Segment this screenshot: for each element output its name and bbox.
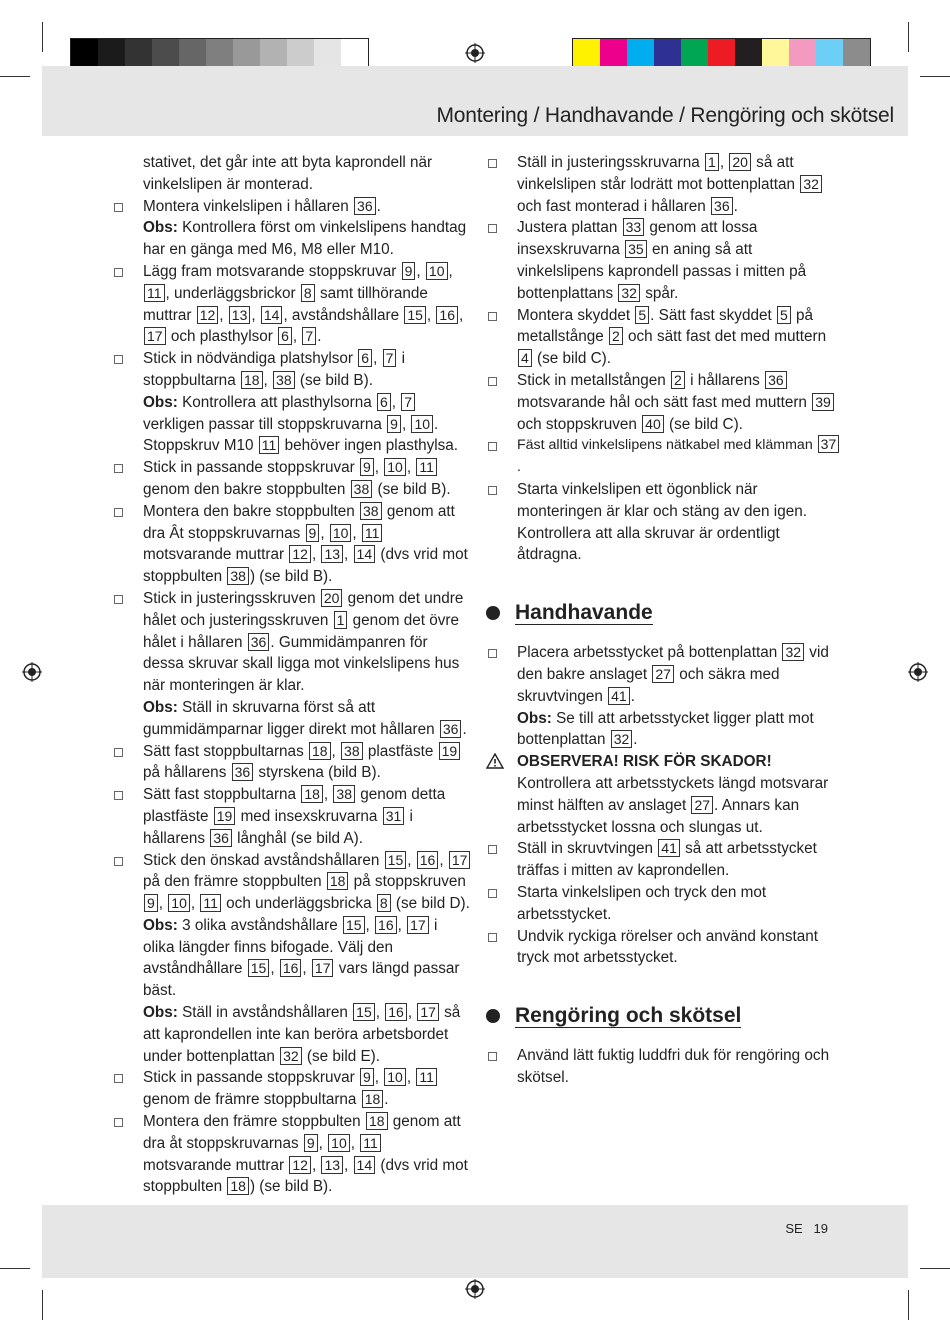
part-reference-number: 12 xyxy=(197,306,219,324)
checkbox-icon xyxy=(488,845,497,854)
calibration-swatch xyxy=(654,39,681,68)
part-reference-number: 9 xyxy=(144,894,158,912)
part-reference-number: 7 xyxy=(383,349,397,367)
part-reference-number: 5 xyxy=(777,306,791,324)
list-item: Sätt fast stoppbultarna 18 , 38 genom detta plastfäste 19 med insexskruvarna 31 i hållarens 36 långhål (se bild A). xyxy=(112,784,472,849)
page-number: SE 19 xyxy=(785,1221,828,1236)
list-item: Stick den önskad avståndshållaren 15 , 16 , 17 på den främre stoppbulten 18 på stoppskruven 9 , 10 , 11 och underläggsbricka 8 (se bild D). Obs: 3 olika avståndshållare 15 , 16 , 17 i olika längder finns bifogade. Välj den avståndhållare 15 , 16 , 17 vars längd passar bäst. Obs: Ställ in avståndshållaren 15 , 16 , 17 så att kaprondellen inte kan beröra arbetsbordet under bottenplattan 32 (se bild E). xyxy=(112,850,472,1068)
list-item: Stick in passande stoppskruvar 9 , 10 , 11 genom de främre stoppbultarna 18 . xyxy=(112,1067,472,1111)
part-reference-number: 18 xyxy=(362,1090,384,1108)
checkbox-icon xyxy=(114,1074,123,1083)
registration-mark-icon xyxy=(465,1279,485,1299)
checkbox-icon xyxy=(114,203,123,212)
part-reference-number: 2 xyxy=(671,371,685,389)
part-reference-number: 18 xyxy=(327,872,349,890)
checkbox-icon xyxy=(114,791,123,800)
part-reference-number: 27 xyxy=(691,796,713,814)
part-reference-number: 4 xyxy=(518,349,532,367)
calibration-swatch xyxy=(816,39,843,68)
list-item: Använd lätt fuktig luddfri duk för rengöring och skötsel. xyxy=(486,1045,841,1089)
part-reference-number: 11 xyxy=(416,1068,437,1086)
checkbox-icon xyxy=(114,464,123,473)
part-reference-number: 14 xyxy=(354,545,376,563)
left-column xyxy=(112,152,472,1198)
list-item: Montera den bakre stoppbulten 38 genom att dra Ât stoppskruvarnas 9 , 10 , 11 motsvarande muttrar 12 , 13 , 14 (dvs vrid mot stoppbulten 38 ) (se bild B). xyxy=(112,501,472,588)
part-reference-number: 15 xyxy=(248,959,270,977)
list-item: Montera skyddet 5 . Sätt fast skyddet 5 på metallstånge 2 och sätt fast det med muttern 4 (se bild C). xyxy=(486,305,841,370)
part-reference-number: 32 xyxy=(782,643,804,661)
part-reference-number: 18 xyxy=(227,1177,249,1195)
part-reference-number: 2 xyxy=(609,327,623,345)
part-reference-number: 31 xyxy=(383,807,405,825)
part-reference-number: 16 xyxy=(375,916,397,934)
crop-mark xyxy=(908,22,909,52)
part-reference-number: 1 xyxy=(705,153,719,171)
page-footer xyxy=(42,1205,908,1278)
part-reference-number: 13 xyxy=(229,306,251,324)
part-reference-number: 18 xyxy=(241,371,263,389)
color-calibration-bar xyxy=(572,38,871,69)
part-reference-number: 9 xyxy=(402,262,416,280)
crop-mark xyxy=(920,1268,950,1269)
part-reference-number: 37 xyxy=(818,435,840,453)
list-item: Montera den främre stoppbulten 18 genom att dra åt stoppskruvarnas 9 , 10 , 11 motsvarande muttrar 12 , 13 , 14 (dvs vrid mot stoppbulten 18 ) (se bild B). xyxy=(112,1111,472,1198)
part-reference-number: 17 xyxy=(449,851,471,869)
checkbox-icon xyxy=(488,442,497,451)
part-reference-number: 32 xyxy=(800,175,822,193)
calibration-swatch xyxy=(152,39,179,68)
list-item: Montera vinkelslipen i hållaren 36 . Obs: Kontrollera först om vinkelslipens handtag har en gänga med M6, M8 eller M10. xyxy=(112,196,472,261)
calibration-swatch xyxy=(287,39,314,68)
part-reference-number: 32 xyxy=(280,1047,302,1065)
calibration-swatch xyxy=(179,39,206,68)
section-heading-handhavande: Handhavande xyxy=(486,598,841,628)
checkbox-icon xyxy=(488,159,497,168)
part-reference-number: 12 xyxy=(289,545,311,563)
part-reference-number: 36 xyxy=(248,633,270,651)
part-reference-number: 10 xyxy=(328,1134,350,1152)
part-reference-number: 13 xyxy=(321,1156,343,1174)
part-reference-number: 19 xyxy=(439,742,461,760)
part-reference-number: 17 xyxy=(407,916,429,934)
part-reference-number: 8 xyxy=(377,894,391,912)
part-reference-number: 14 xyxy=(261,306,283,324)
part-reference-number: 16 xyxy=(436,306,458,324)
part-reference-number: 6 xyxy=(377,393,391,411)
part-reference-number: 32 xyxy=(618,284,640,302)
list-item: Fäst alltid vinkelslipens nätkabel med klämman 37. xyxy=(486,435,841,479)
part-reference-number: 10 xyxy=(168,894,190,912)
checkbox-icon xyxy=(114,748,123,757)
grayscale-calibration-bar xyxy=(70,38,369,69)
part-reference-number: 5 xyxy=(635,306,649,324)
calibration-swatch xyxy=(260,39,287,68)
checkbox-icon xyxy=(488,312,497,321)
warning-item: OBSERVERA! RISK FÖR SKADOR! Kontrollera att arbetsstyckets längd motsvarar minst hälften av anslaget 27 . Annars kan arbetsstycket lossna och slungas ut. xyxy=(486,751,841,838)
list-item: Undvik ryckiga rörelser och använd konstant tryck mot arbetsstycket. xyxy=(486,926,841,970)
part-reference-number: 1 xyxy=(334,611,348,629)
part-reference-number: 35 xyxy=(625,240,647,258)
list-item: Sätt fast stoppbultarnas 18 , 38 plastfäste 19 på hållarens 36 styrskena (bild B). xyxy=(112,741,472,785)
part-reference-number: 8 xyxy=(301,284,315,302)
calibration-swatch xyxy=(735,39,762,68)
registration-mark-icon xyxy=(22,662,42,682)
calibration-swatch xyxy=(233,39,260,68)
calibration-swatch xyxy=(762,39,789,68)
crop-mark xyxy=(908,1290,909,1320)
part-reference-number: 11 xyxy=(416,458,437,476)
calibration-swatch xyxy=(843,39,870,68)
calibration-swatch xyxy=(573,39,600,68)
part-reference-number: 9 xyxy=(304,1134,318,1152)
part-reference-number: 11 xyxy=(362,524,383,542)
checkbox-icon xyxy=(114,268,123,277)
part-reference-number: 16 xyxy=(385,1003,407,1021)
part-reference-number: 18 xyxy=(366,1112,388,1130)
part-reference-number: 9 xyxy=(306,524,320,542)
part-reference-number: 10 xyxy=(330,524,352,542)
part-reference-number: 13 xyxy=(321,545,343,563)
checkbox-icon xyxy=(488,649,497,658)
list-item: Stick in justeringsskruven 20 genom det undre hålet och justeringsskruven 1 genom det övre hålet i hållaren 36 . Gummidämpanren för dessa skruvar skall ligga mot vinkelslipens hus när monteringen är klar. Obs: Ställ in skruvarna först så att gummidämparnar ligger direkt mot hållaren 36 . xyxy=(112,588,472,741)
checkbox-icon xyxy=(488,377,497,386)
part-reference-number: 11 xyxy=(360,1134,381,1152)
calibration-swatch xyxy=(627,39,654,68)
part-reference-number: 36 xyxy=(354,197,376,215)
crop-mark xyxy=(42,1290,43,1320)
list-item: Justera plattan 33 genom att lossa insexskruvarna 35 en aning så att vinkelslipens kaprondell passas i mitten på bottenplattans 32 spår. xyxy=(486,217,841,304)
calibration-swatch xyxy=(708,39,735,68)
part-reference-number: 17 xyxy=(144,327,166,345)
part-reference-number: 9 xyxy=(387,415,401,433)
calibration-swatch xyxy=(341,39,368,68)
part-reference-number: 11 xyxy=(259,436,280,454)
part-reference-number: 16 xyxy=(417,851,439,869)
part-reference-number: 38 xyxy=(360,502,382,520)
list-item: Starta vinkelslipen och tryck den mot arbetsstycket. xyxy=(486,882,841,926)
part-reference-number: 18 xyxy=(309,742,331,760)
part-reference-number: 15 xyxy=(385,851,407,869)
checkbox-icon xyxy=(114,1118,123,1127)
part-reference-number: 10 xyxy=(384,458,406,476)
part-reference-number: 38 xyxy=(341,742,363,760)
part-reference-number: 10 xyxy=(426,262,448,280)
list-item: Placera arbetsstycket på bottenplattan 32 vid den bakre anslaget 27 och säkra med skruvtvingen 41 . Obs: Se till att arbetsstycket ligger platt mot bottenplattan 32 . xyxy=(486,642,841,751)
part-reference-number: 36 xyxy=(440,720,462,738)
part-reference-number: 17 xyxy=(417,1003,439,1021)
part-reference-number: 16 xyxy=(280,959,302,977)
checkbox-icon xyxy=(114,508,123,517)
part-reference-number: 15 xyxy=(353,1003,375,1021)
part-reference-number: 36 xyxy=(765,371,787,389)
part-reference-number: 33 xyxy=(623,218,645,236)
calibration-swatch xyxy=(600,39,627,68)
part-reference-number: 11 xyxy=(144,284,165,302)
part-reference-number: 19 xyxy=(214,807,236,825)
part-reference-number: 38 xyxy=(351,480,373,498)
registration-mark-icon xyxy=(908,662,928,682)
part-reference-number: 38 xyxy=(273,371,295,389)
calibration-swatch xyxy=(98,39,125,68)
list-item: Stick in metallstången 2 i hållarens 36 motsvarande hål och sätt fast med muttern 39 och stoppskruven 40 (se bild C). xyxy=(486,370,841,435)
checkbox-icon xyxy=(488,486,497,495)
calibration-swatch xyxy=(789,39,816,68)
checkbox-icon xyxy=(488,224,497,233)
page-title: Montering / Handhavande / Rengöring och skötsel xyxy=(436,104,894,127)
list-item: Stick in passande stoppskruvar 9 , 10 , 11 genom den bakre stoppbulten 38 (se bild B). xyxy=(112,457,472,501)
crop-mark xyxy=(0,1268,30,1269)
warning-icon xyxy=(486,753,504,769)
part-reference-number: 20 xyxy=(321,589,343,607)
part-reference-number: 10 xyxy=(384,1068,406,1086)
calibration-swatch xyxy=(206,39,233,68)
checkbox-icon xyxy=(488,889,497,898)
calibration-swatch xyxy=(71,39,98,68)
checkbox-icon xyxy=(114,595,123,604)
part-reference-number: 17 xyxy=(312,959,334,977)
crop-mark xyxy=(0,76,30,77)
part-reference-number: 15 xyxy=(404,306,426,324)
part-reference-number: 15 xyxy=(343,916,365,934)
list-item: Ställ in skruvtvingen 41 så att arbetsstycket träffas i mitten av kaprondellen. xyxy=(486,838,841,882)
part-reference-number: 6 xyxy=(278,327,292,345)
part-reference-number: 36 xyxy=(232,763,254,781)
crop-mark xyxy=(42,22,43,52)
list-item: Stick in nödvändiga platshylsor 6 , 7 i stoppbultarna 18 , 38 (se bild B). Obs: Kontrollera att plasthylsorna 6 , 7 verkligen passar till stoppskruvarna 9 , 10 . Stoppskruv M10 11 behöver ingen plasthylsa. xyxy=(112,348,472,457)
part-reference-number: 18 xyxy=(301,785,323,803)
part-reference-number: 14 xyxy=(354,1156,376,1174)
part-reference-number: 39 xyxy=(812,393,834,411)
part-reference-number: 20 xyxy=(729,153,751,171)
part-reference-number: 27 xyxy=(652,665,674,683)
calibration-swatch xyxy=(314,39,341,68)
part-reference-number: 7 xyxy=(302,327,316,345)
calibration-swatch xyxy=(125,39,152,68)
bullet-icon xyxy=(486,1009,500,1023)
part-reference-number: 40 xyxy=(642,415,664,433)
registration-mark-icon xyxy=(465,43,485,63)
list-item: Ställ in justeringsskruvarna 1 , 20 så att vinkelslipen står lodrätt mot bottenplattan 32 och fast monterad i hållaren 36 . xyxy=(486,152,841,217)
part-reference-number: 38 xyxy=(227,567,249,585)
paragraph: stativet, det går inte att byta kaprondell när vinkelslipen är monterad. xyxy=(143,154,433,193)
right-column xyxy=(486,152,841,1089)
list-item: Lägg fram motsvarande stoppskruvar 9 , 10 , 11 , underläggsbrickor 8 samt tillhörande muttrar 12 , 13 , 14 , avståndshållare 15 , 16 , 17 och plasthylsor 6 , 7 . xyxy=(112,261,472,348)
part-reference-number: 9 xyxy=(360,458,374,476)
section-heading-rengoring: Rengöring och skötsel xyxy=(486,1001,841,1031)
part-reference-number: 36 xyxy=(210,829,232,847)
part-reference-number: 11 xyxy=(200,894,221,912)
part-reference-number: 38 xyxy=(333,785,355,803)
part-reference-number: 7 xyxy=(401,393,415,411)
part-reference-number: 41 xyxy=(658,839,680,857)
checkbox-icon xyxy=(114,857,123,866)
part-reference-number: 9 xyxy=(360,1068,374,1086)
part-reference-number: 32 xyxy=(611,730,633,748)
checkbox-icon xyxy=(488,1052,497,1061)
checkbox-icon xyxy=(114,355,123,364)
part-reference-number: 12 xyxy=(289,1156,311,1174)
list-item: Starta vinkelslipen ett ögonblick när monteringen är klar och stäng av den igen. Kontrollera att alla skruvar är ordentligt åtdragna. xyxy=(486,479,841,566)
bullet-icon xyxy=(486,606,500,620)
part-reference-number: 41 xyxy=(608,687,630,705)
part-reference-number: 36 xyxy=(711,197,733,215)
calibration-swatch xyxy=(681,39,708,68)
part-reference-number: 10 xyxy=(411,415,433,433)
crop-mark xyxy=(920,76,950,77)
page-header xyxy=(42,66,908,136)
part-reference-number: 6 xyxy=(358,349,372,367)
checkbox-icon xyxy=(488,933,497,942)
